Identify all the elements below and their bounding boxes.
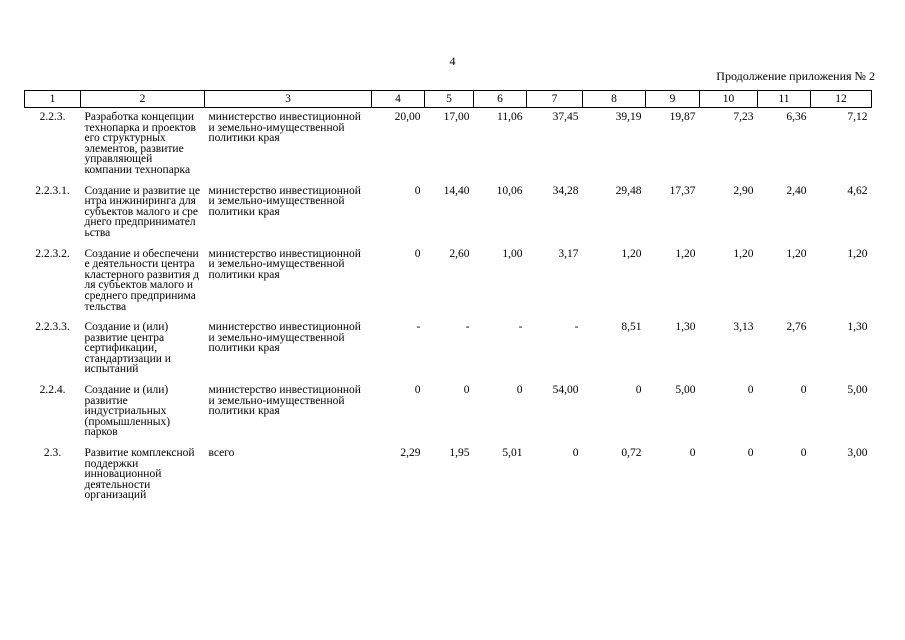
row-name: Разработка концепции технопарка и проектов его структурных элементов, развитие управляющей компании технопарка [84, 111, 196, 176]
header-col-8: 8 [583, 91, 646, 108]
row-value: 14,40 [443, 184, 470, 197]
row-code: 2.2.4. [39, 384, 66, 397]
row-executor: министерство инвестиционной и земельно-имущественной политики края [208, 321, 361, 355]
row-value: 20,00 [394, 111, 421, 123]
row-value: 1,20 [847, 247, 868, 260]
row-executor: министерство инвестиционной и земельно-имущественной политики края [208, 184, 361, 218]
row-name: Создание и (или) развитие индустриальных (промышленных) парков [84, 384, 171, 439]
row-value: 54,00 [552, 384, 579, 397]
row-executor: министерство инвестиционной и земельно-имущественной политики края [208, 247, 361, 281]
row-value: 1,20 [675, 247, 696, 260]
table-row [25, 318, 872, 381]
row-value: 7,23 [733, 111, 754, 123]
row-value: 37,45 [552, 111, 579, 123]
row-value: 1,20 [786, 247, 807, 260]
row-value: 1,95 [449, 447, 470, 460]
row-value: 17,37 [669, 184, 696, 197]
row-value: 0 [572, 447, 579, 460]
row-value: 6,36 [786, 111, 807, 123]
row-name: Создание и (или) развитие центра сертификации, стандартизации и испытаний [84, 321, 171, 376]
row-value: 0 [635, 384, 642, 397]
row-value: 1,00 [502, 247, 523, 260]
row-executor: министерство инвестиционной и земельно-имущественной политики края [208, 384, 361, 418]
row-value: 0 [414, 384, 421, 397]
row-value: - [465, 321, 470, 334]
row-value: 17,00 [443, 111, 470, 123]
row-value: 3,17 [558, 247, 579, 260]
row-value: 2,90 [733, 184, 754, 197]
header-row [25, 91, 872, 108]
row-name: Развитие комплексной поддержки инновационной деятельности организаций [84, 447, 195, 502]
row-value: 1,30 [675, 321, 696, 334]
row-value: 5,00 [847, 384, 868, 397]
row-value: - [518, 321, 523, 334]
row-code: 2.3. [43, 447, 62, 460]
table-row [25, 444, 872, 507]
row-value: 0 [800, 447, 807, 460]
page-number: 4 [449, 54, 456, 68]
row-value: 29,48 [615, 184, 642, 197]
continuation-note: Продолжение приложения № 2 [716, 69, 875, 83]
row-value: 3,13 [733, 321, 754, 334]
row-value: 0 [516, 384, 523, 397]
row-value: 0 [414, 184, 421, 197]
row-value: 5,01 [502, 447, 523, 460]
row-value: 0 [414, 247, 421, 260]
row-value: 10,06 [496, 184, 523, 197]
table-row [25, 108, 872, 182]
row-value: 2,40 [786, 184, 807, 197]
table-row [25, 182, 872, 245]
row-value: 0 [463, 384, 470, 397]
row-executor: министерство инвестиционной и земельно-имущественной политики края [208, 111, 361, 145]
row-name: Создание и обеспечение деятельности центра кластерного развития для субъектов малого и среднего предпринимательства [84, 247, 200, 313]
row-value: 5,00 [675, 384, 696, 397]
row-value: 1,30 [847, 321, 868, 334]
row-code: 2.2.3.3. [35, 321, 70, 334]
row-value: 2,29 [400, 447, 421, 460]
table-row [25, 245, 872, 319]
row-name: Создание и развитие центра инжиниринга для субъектов малого и среднего предпринимательства [84, 184, 200, 239]
header-col-12: 12 [811, 91, 872, 108]
header-col-1: 1 [25, 91, 81, 108]
header-col-7: 7 [527, 91, 583, 108]
row-value: 19,87 [669, 111, 696, 123]
row-value: 1,20 [621, 247, 642, 260]
row-value: 2,76 [786, 321, 807, 334]
row-value: 2,60 [449, 247, 470, 260]
row-value: 0,72 [621, 447, 642, 460]
row-value: - [574, 321, 579, 334]
row-code: 2.2.3.1. [35, 184, 70, 197]
row-value: - [416, 321, 421, 334]
row-value: 34,28 [552, 184, 579, 197]
row-value: 1,20 [733, 247, 754, 260]
row-value: 4,62 [847, 184, 868, 197]
row-value: 0 [747, 447, 754, 460]
header-col-11: 11 [758, 91, 811, 108]
row-value: 8,51 [621, 321, 642, 334]
budget-table [24, 90, 872, 507]
header-col-3: 3 [205, 91, 372, 108]
row-code: 2.2.3. [39, 111, 66, 123]
row-value: 7,12 [847, 111, 868, 123]
row-code: 2.2.3.2. [35, 247, 70, 260]
table-row [25, 381, 872, 444]
row-value: 0 [747, 384, 754, 397]
header-col-6: 6 [474, 91, 527, 108]
row-value: 11,06 [497, 111, 523, 123]
row-value: 0 [689, 447, 696, 460]
row-executor: всего [208, 447, 235, 460]
header-col-4: 4 [372, 91, 425, 108]
header-col-5: 5 [425, 91, 474, 108]
header-col-2: 2 [81, 91, 205, 108]
row-value: 3,00 [847, 447, 868, 460]
header-col-9: 9 [646, 91, 700, 108]
header-col-10: 10 [700, 91, 758, 108]
row-value: 39,19 [615, 111, 642, 123]
row-value: 0 [800, 384, 807, 397]
